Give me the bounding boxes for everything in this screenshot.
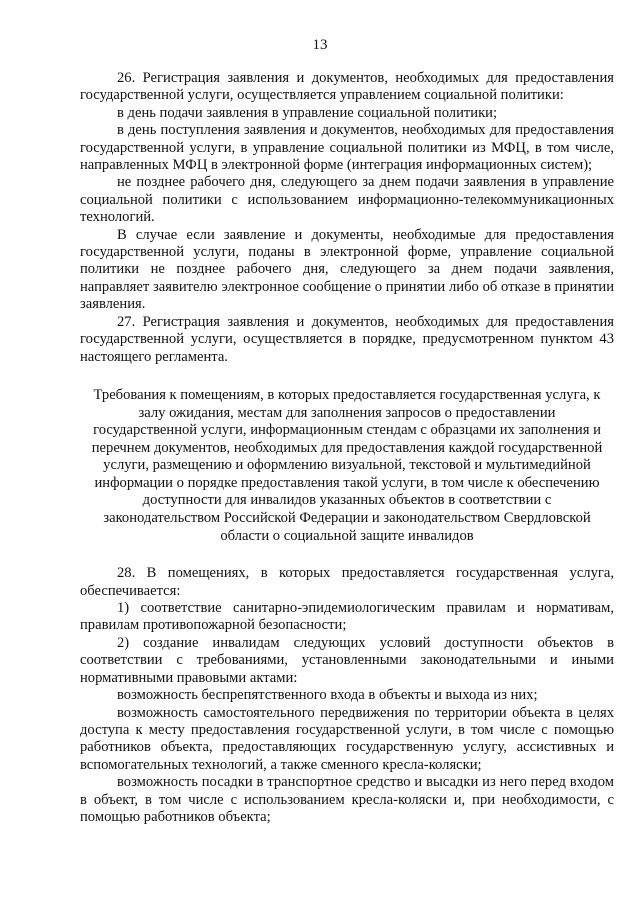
paragraph-26: 26. Регистрация заявления и документов, необходимых для предоставления государственной услуги, осуществляется управлением социальной политики: — [80, 70, 614, 104]
document-body — [80, 70, 614, 826]
paragraph-28: 28. В помещениях, в которых предоставляется государственная услуга, обеспечивается: — [80, 565, 614, 599]
paragraph-26-item-2: в день поступления заявления и документов, необходимых для предоставления государственной услуги, в управление социальной политики из МФЦ, в том числе, направленных МФЦ в электронной форме (интеграция информационных систем); — [80, 122, 614, 174]
paragraph-26-electronic: В случае если заявление и документы, необходимые для предоставления государственной услуги, поданы в электронной форме, управление социальной политики не позднее рабочего дня, следующего за днем подачи заявления, направляет заявителю электронное сообщение о принятии либо об отказе в принятии заявления. — [80, 226, 614, 313]
paragraph-26-item-1: в день подачи заявления в управление социальной политики; — [117, 104, 498, 121]
page-number: 13 — [312, 37, 328, 53]
paragraph-26-item-3: не позднее рабочего дня, следующего за днем подачи заявления в управление социальной политики с использованием информационно-телекоммуникационных технологий. — [80, 174, 614, 226]
paragraph-28-condition-movement: возможность самостоятельного передвижения по территории объекта в целях доступа к месту предоставления государственной услуги, в том числе с помощью работников объекта, предоставляющих государственную услугу, ассистивных и вспомогательных технологий, а также сменного кресла-коляски; — [80, 704, 614, 773]
paragraph-28-condition-entry: возможность беспрепятственного входа в объекты и выхода из них; — [117, 687, 538, 704]
paragraph-28-item-2: 2) создание инвалидам следующих условий доступности объектов в соответствии с требованиями, установленными законодательными и иными нормативными правовыми актами: — [80, 634, 614, 686]
paragraph-28-item-1: 1) соответствие санитарно-эпидемиологическим правилам и нормативам, правилам противопожарной безопасности; — [80, 600, 614, 634]
section-heading: Требования к помещениям, в которых предоставляется государственная услуга, к залу ожидания, местам для заполнения запросов о предоставлении государственной услуги, информационным стендам с образцами их заполнения и перечнем документов, необходимых для предоставления каждой государственной услуги, размещению и оформлению визуальной, текстовой и мультимедийной информации о порядке предоставления такой услуги, в том числе к обеспечению доступности для инвалидов указанных объектов в соответствии с законодательством Российской Федерации и законодательством Свердловской области о социальной защите инвалидов — [91, 386, 603, 544]
paragraph-27: 27. Регистрация заявления и документов, необходимых для предоставления государственной услуги, осуществляется в порядке, предусмотренном пунктом 43 настоящего регламента. — [80, 313, 614, 365]
paragraph-28-condition-transport: возможность посадки в транспортное средство и высадки из него перед входом в объект, в том числе с использованием кресла-коляски и, при необходимости, с помощью работников объекта; — [80, 774, 614, 825]
